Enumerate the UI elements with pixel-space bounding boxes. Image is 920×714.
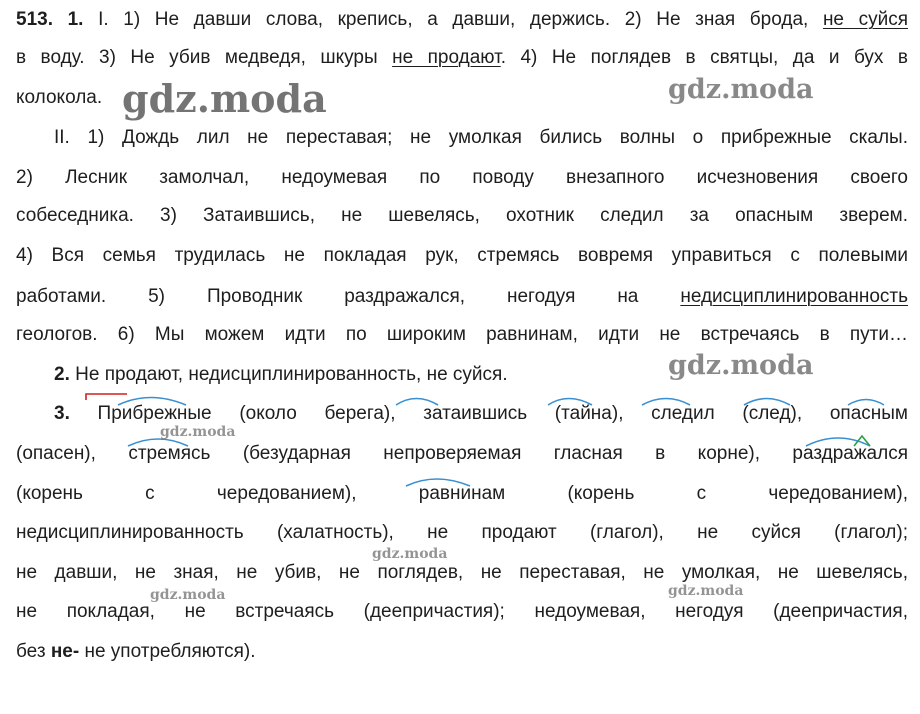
- watermark-2: gdz.moda: [668, 74, 814, 105]
- task2-line: 2. Не продают, недисциплинированность, не суйся.: [54, 364, 508, 385]
- task3-line-3: (корень с чередованием), равнинам (корень с чередованием),: [16, 483, 908, 504]
- part1-line-3: колокола.: [16, 87, 103, 108]
- watermark-3: gdz.moda: [668, 350, 814, 381]
- part2-line-5: работами. 5) Проводник раздражался, негодуя на недисциплинированность: [16, 286, 908, 307]
- task3-line-2: (опасен), стремясь (безударная непроверяемая гласная в корне), раздражался: [16, 443, 908, 464]
- watermark-6: gdz.moda: [150, 587, 226, 603]
- task3-line-7: без не- не употребляются).: [16, 641, 256, 662]
- part2-line-1: II. 1) Дождь лил не переставая; не умолкая бились волны о прибрежные скалы.: [54, 127, 908, 148]
- part2-line-6: геологов. 6) Мы можем идти по широким равнинам, идти не встречаясь в пути…: [16, 324, 908, 345]
- task2-label: 2.: [54, 364, 70, 385]
- underlined-nedistsiplinirovannost: недисциплинированность: [680, 286, 908, 307]
- part1-line-1: [16, 7, 908, 33]
- task3-line-6: не покладая, не встречаясь (деепричастия); недоумевая, негодуя (деепричастия,: [16, 601, 908, 622]
- part2-line-4: 4) Вся семья трудилась не покладая рук, стремясь вовремя управиться с полевыми: [16, 245, 908, 266]
- prefix-mark-red: [86, 394, 127, 400]
- part2-line-3: собеседника. 3) Затаившись, не шевелясь, охотник следил за опасным зверем.: [16, 205, 908, 226]
- part2-line-2: 2) Лесник замолчал, недоумевая по поводу внезапного исчезновения своего: [16, 167, 908, 188]
- part1-text-1: 1) Не давши слова, крепись, а давши, держись. 2) Не зная брода,: [108, 9, 823, 30]
- exercise-number: 513.: [16, 9, 53, 30]
- watermark-4: gdz.moda: [160, 424, 236, 440]
- part1-line-2: [16, 45, 908, 71]
- watermark-5: gdz.moda: [372, 546, 448, 562]
- part1-text-2b: . 4) Не поглядев в святцы, да и бух в: [500, 47, 908, 68]
- task1-label: 1.: [67, 9, 84, 30]
- underlined-ne-suysya: не суйся: [822, 9, 909, 30]
- task3-label: 3.: [54, 403, 70, 424]
- part1-roman: I.: [98, 9, 109, 30]
- watermark-7: gdz.moda: [668, 583, 744, 599]
- task3-line-4: недисциплинированность (халатность), не продают (глагол), не суйся (глагол);: [16, 522, 908, 543]
- part1-text-2: в воду. 3) Не убив медведя, шкуры: [16, 47, 393, 68]
- watermark-1: gdz.moda: [122, 76, 327, 121]
- task3-line-1: 3. Прибрежные (около берега), затаившись (тайна), следил (след), опасным: [54, 403, 908, 424]
- underlined-ne-prodayut: не продают: [392, 47, 501, 68]
- task3-line-5: не давши, не зная, не убив, не поглядев, не переставая, не умолкая, не шевелясь,: [16, 562, 908, 583]
